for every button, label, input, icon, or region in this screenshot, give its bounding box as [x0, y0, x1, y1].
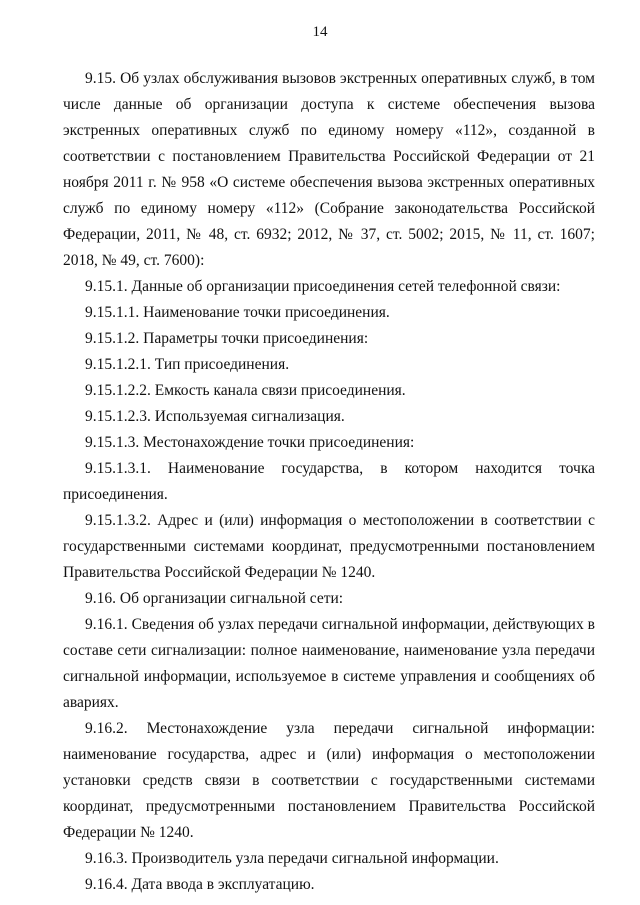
paragraph-9-16-2: 9.16.2. Местонахождение узла передачи сигнальной информации: наименование государства, адрес и (или) информация о местоположении установки средств связи в соответствии с государственными системами координат, предусмотренными постановлением Правительства Российской Федерации № 1240. — [63, 720, 595, 841]
paragraph-9-16-3: 9.16.3. Производитель узла передачи сигнальной информации. — [85, 850, 499, 867]
document-body — [63, 66, 595, 898]
paragraph-9-15-1-3-1: 9.15.1.3.1. Наименование государства, в котором находится точка присоединения. — [63, 460, 595, 503]
paragraph-9-15: 9.15. Об узлах обслуживания вызовов экстренных оперативных служб, в том числе данные об организации доступа к системе обеспечения вызова экстренных оперативных служб по единому номеру «112», созданной в соответствии с постановлением Правительства Российской Федерации от 21 ноября 2011 г. № 958 «О системе обеспечения вызова экстренных оперативных служб по единому номеру «112» (Собрание законодательства Российской Федерации, 2011, № 48, ст. 6932; 2012, № 37, ст. 5002; 2015, № 11, ст. 1607; 2018, № 49, ст. 7600): — [63, 70, 595, 269]
paragraph-9-15-1-1: 9.15.1.1. Наименование точки присоединения. — [85, 304, 390, 321]
paragraph-9-16-4: 9.16.4. Дата ввода в эксплуатацию. — [85, 876, 315, 893]
paragraph-9-15-1-2: 9.15.1.2. Параметры точки присоединения: — [85, 330, 369, 347]
paragraph-9-16: 9.16. Об организации сигнальной сети: — [85, 590, 344, 607]
paragraph-9-15-1-2-3: 9.15.1.2.3. Используемая сигнализация. — [85, 408, 345, 425]
paragraph-9-16-1: 9.16.1. Сведения об узлах передачи сигнальной информации, действующих в составе сети сигнализации: полное наименование, наименование узла передачи сигнальной информации, используемое в системе управления и сообщениях об авариях. — [63, 616, 595, 711]
paragraph-9-15-1-3-2: 9.15.1.3.2. Адрес и (или) информация о местоположении в соответствии с государственными системами координат, предусмотренными постановлением Правительства Российской Федерации № 1240. — [63, 512, 595, 581]
paragraph-9-15-1-2-2: 9.15.1.2.2. Емкость канала связи присоединения. — [85, 382, 406, 399]
paragraph-9-15-1-2-1: 9.15.1.2.1. Тип присоединения. — [85, 356, 290, 373]
paragraph-9-15-1: 9.15.1. Данные об организации присоединения сетей телефонной связи: — [85, 278, 561, 295]
paragraph-9-15-1-3: 9.15.1.3. Местонахождение точки присоединения: — [85, 434, 415, 451]
page-number: 14 — [312, 24, 328, 40]
